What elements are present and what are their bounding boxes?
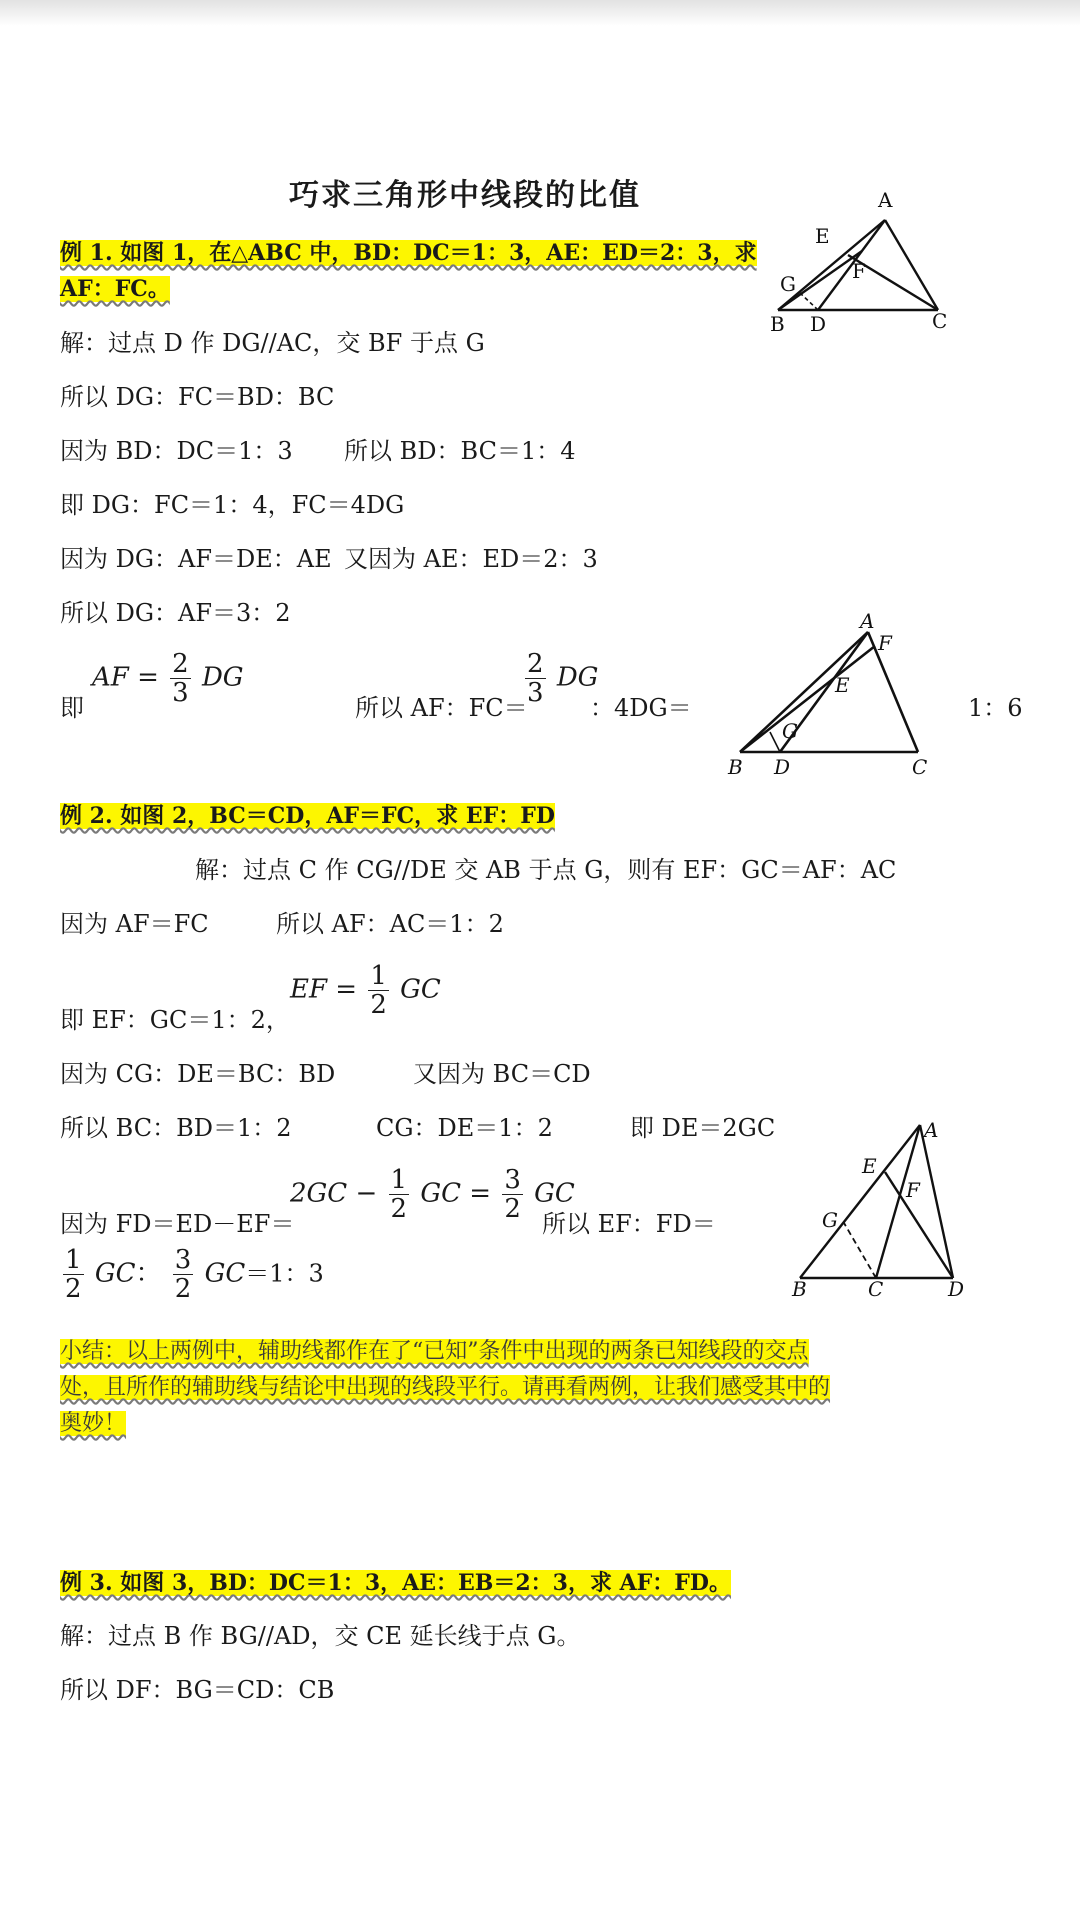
ex3-line-2: 所以 DF：BG＝CD：CB <box>60 1676 335 1704</box>
fig1b-label-d: D <box>774 755 791 779</box>
ex2-line-5a: 所以 BC：BD＝1：2 <box>60 1114 292 1142</box>
summary-line-3: 奥妙！ <box>60 1411 127 1436</box>
fig1-label-f: F <box>852 259 866 283</box>
example-2-prompt: 例 2. 如图 2，BC＝CD，AF＝FC，求 EF：FD <box>60 803 555 829</box>
ex2-line-1: 解：过点 C 作 CG//DE 交 AB 于点 G，则有 EF：GC＝AF：AC <box>195 856 897 884</box>
fig2-aux-cg <box>844 1223 876 1278</box>
fig1b-side-ac <box>868 632 918 752</box>
fig1-label-c: C <box>932 309 948 333</box>
ex1-line-2: 所以 DG：FC＝BD：BC <box>60 383 335 411</box>
fig1-side-ab <box>778 220 885 310</box>
ex1-line-7-mid: ：4DG＝ <box>590 694 692 722</box>
fig2-label-a: A <box>924 1118 939 1142</box>
fig2-side-ad <box>920 1125 953 1278</box>
ex1-line-6: 所以 DG：AF＝3：2 <box>60 599 291 627</box>
figure-1b <box>720 610 950 780</box>
fig1b-label-a: A <box>860 610 875 633</box>
fig1b-segment-bf <box>740 646 875 752</box>
fig1-label-g: G <box>780 272 796 296</box>
ex2-formula-ratio: $\frac{1}{2}$ GC： $\frac{3}{2}$ GC＝1：3 <box>65 1245 324 1304</box>
ex2-line-4b: 又因为 BC＝CD <box>413 1060 591 1088</box>
example-1-prompt: 例 1. 如图 1，在△ABC 中，BD：DC＝1：3，AE：ED＝2：3，求 <box>60 240 757 266</box>
ex2-line-2b: 所以 AF：AC＝1：2 <box>276 910 504 938</box>
page-title: 巧求三角形中线段的比值 <box>289 178 641 213</box>
ex1-line-5a: 因为 DG：AF＝DE：AE <box>60 545 332 573</box>
ex1-line-7-ji: 即 <box>60 694 84 722</box>
ex2-line-3: 即 EF：GC＝1：2， <box>60 1006 290 1034</box>
ex1-line-5b: 又因为 AE：ED＝2：3 <box>344 545 598 573</box>
fig1-label-d: D <box>810 312 827 335</box>
fig1b-label-g: G <box>782 719 798 743</box>
fig1b-label-e: E <box>835 673 850 697</box>
fig1b-label-b: B <box>728 755 743 779</box>
fig1-label-e: E <box>815 224 830 248</box>
figure-2 <box>780 1115 980 1300</box>
figure-1 <box>760 185 960 335</box>
ex2-formula-ef: EF = $\frac{1}{2}$ GC <box>290 961 441 1020</box>
ex1-result: 1：6 <box>968 694 1023 722</box>
ex2-line-5c: 即 DE＝2GC <box>630 1114 776 1142</box>
ex1-formula-af: AF = $\frac{2}{3}$ DG <box>92 649 244 708</box>
fig2-label-d: D <box>948 1277 965 1300</box>
ex1-line-3a: 因为 BD：DC＝1：3 <box>60 437 293 465</box>
fig2-side-ab <box>800 1125 920 1278</box>
example-1-prompt-cont: AF：FC。 <box>60 276 170 302</box>
ex1-line-1: 解：过点 D 作 DG//AC，交 BF 于点 G <box>60 329 485 357</box>
ex1-line-7-so: 所以 AF：FC＝ <box>355 694 528 722</box>
ex1-formula-fc: $\frac{2}{3}$ DG <box>527 649 599 708</box>
fig1b-label-c: C <box>912 755 928 779</box>
top-shadow-bar <box>0 0 1080 26</box>
ex1-line-3b: 所以 BD：BC＝1：4 <box>344 437 576 465</box>
ex1-line-4: 即 DG：FC＝1：4，FC＝4DG <box>60 491 405 519</box>
ex2-line-2a: 因为 AF＝FC <box>60 910 209 938</box>
example-3-prompt: 例 3. 如图 3，BD：DC＝1：3，AE：EB＝2：3，求 AF：FD。 <box>60 1570 731 1596</box>
fig1b-label-f: F <box>878 631 892 655</box>
fig1-label-b: B <box>770 312 785 335</box>
fig1-label-a: A <box>878 188 893 212</box>
ex2-formula-fd: 2GC − $\frac{1}{2}$ GC = $\frac{3}{2}$ GC <box>290 1165 575 1224</box>
ex2-line-6-so: 所以 EF：FD＝ <box>542 1210 716 1238</box>
ex2-line-5b: CG：DE＝1：2 <box>376 1114 553 1142</box>
fig2-label-f: F <box>906 1178 920 1202</box>
summary-line-2: 处，且所作的辅助线与结论中出现的线段平行。请再看两例，让我们感受其中的 <box>60 1375 831 1400</box>
fig2-label-e: E <box>862 1154 877 1178</box>
fig1-side-ac <box>885 220 938 310</box>
fig2-label-g: G <box>822 1208 838 1232</box>
ex2-line-6: 因为 FD＝ED－EF＝ <box>60 1210 295 1238</box>
ex3-line-1: 解：过点 B 作 BG//AD，交 CE 延长线于点 G。 <box>60 1622 581 1650</box>
fig2-label-c: C <box>868 1277 884 1300</box>
ex2-line-4a: 因为 CG：DE＝BC：BD <box>60 1060 336 1088</box>
fig2-label-b: B <box>792 1277 807 1300</box>
fig1b-aux-dg <box>770 732 780 752</box>
summary-line-1: 小结：以上两例中，辅助线都作在了“已知”条件中出现的两条已知线段的交点 <box>60 1339 809 1364</box>
fig1-aux-dg <box>800 293 818 310</box>
